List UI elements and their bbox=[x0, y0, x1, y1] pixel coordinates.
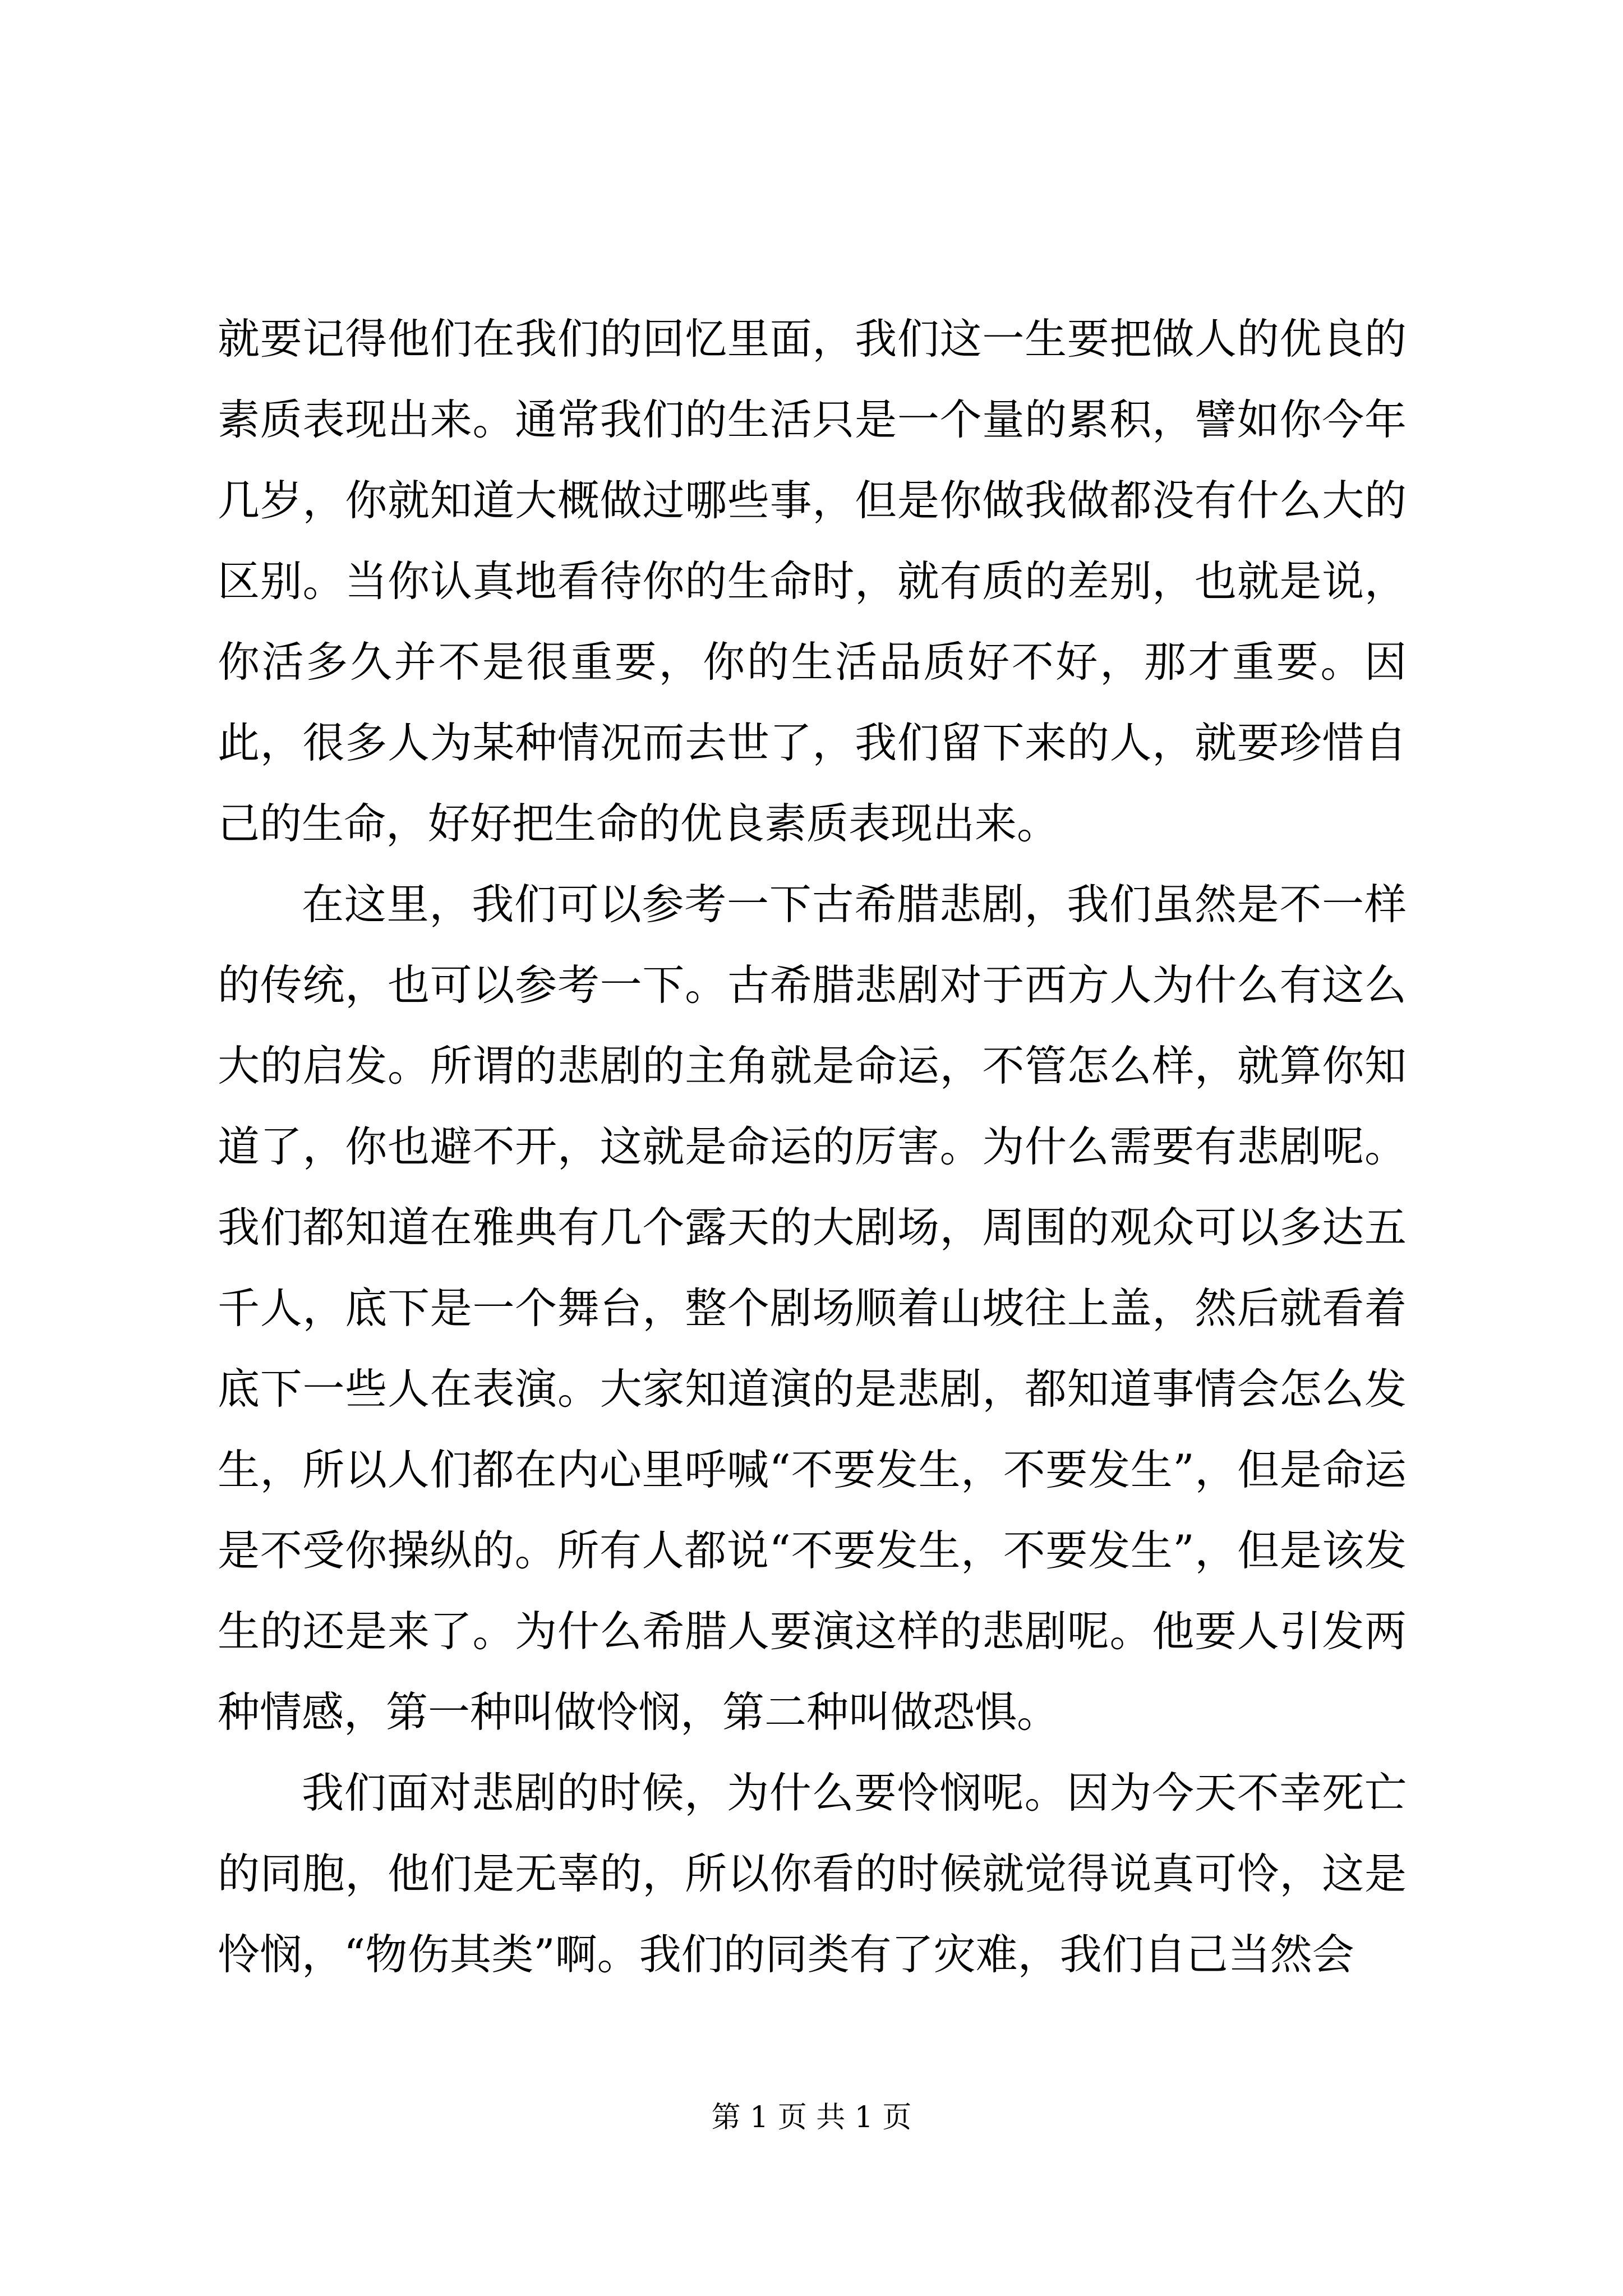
body-text bbox=[218, 298, 1407, 1995]
paragraph-1: 就要记得他们在我们的回忆里面，我们这一生要把做人的优良的素质表现出来。通常我们的生活只是一个量的累积，譬如你今年几岁，你就知道大概做过哪些事，但是你做我做都没有什么大的区别。当你认真地看待你的生命时，就有质的差别，也就是说，你活多久并不是很重要，你的生活品质好不好，那才重要。因此，很多人为某种情况而去世了，我们留下来的人，就要珍惜自己的生命，好好把生命的优良素质表现出来。 bbox=[218, 314, 1407, 848]
page-footer: 第 1 页 共 1 页 bbox=[711, 2101, 912, 2134]
paragraph-3: 我们面对悲剧的时候，为什么要怜悯呢。因为今天不幸死亡的同胞，他们是无辜的，所以你看的时候就觉得说真可怜，这是怜悯，“物伤其类”啊。我们的同类有了灾难，我们自己当然会 bbox=[218, 1768, 1407, 1979]
paragraph-2: 在这里，我们可以参考一下古希腊悲剧，我们虽然是不一样的传统，也可以参考一下。古希腊悲剧对于西方人为什么有这么大的启发。所谓的悲剧的主角就是命运，不管怎么样，就算你知道了，你也避不开，这就是命运的厉害。为什么需要有悲剧呢。我们都知道在雅典有几个露天的大剧场，周围的观众可以多达五千人，底下是一个舞台，整个剧场顺着山坡往上盖，然后就看着底下一些人在表演。大家知道演的是悲剧，都知道事情会怎么发生，所以人们都在内心里呼喊“不要发生，不要发生”，但是命运是不受你操纵的。所有人都说“不要发生，不要发生”，但是该发生的还是来了。为什么希腊人要演这样的悲剧呢。他要人引发两种情感，第一种叫做怜悯，第二种叫做恐惧。 bbox=[218, 880, 1407, 1737]
